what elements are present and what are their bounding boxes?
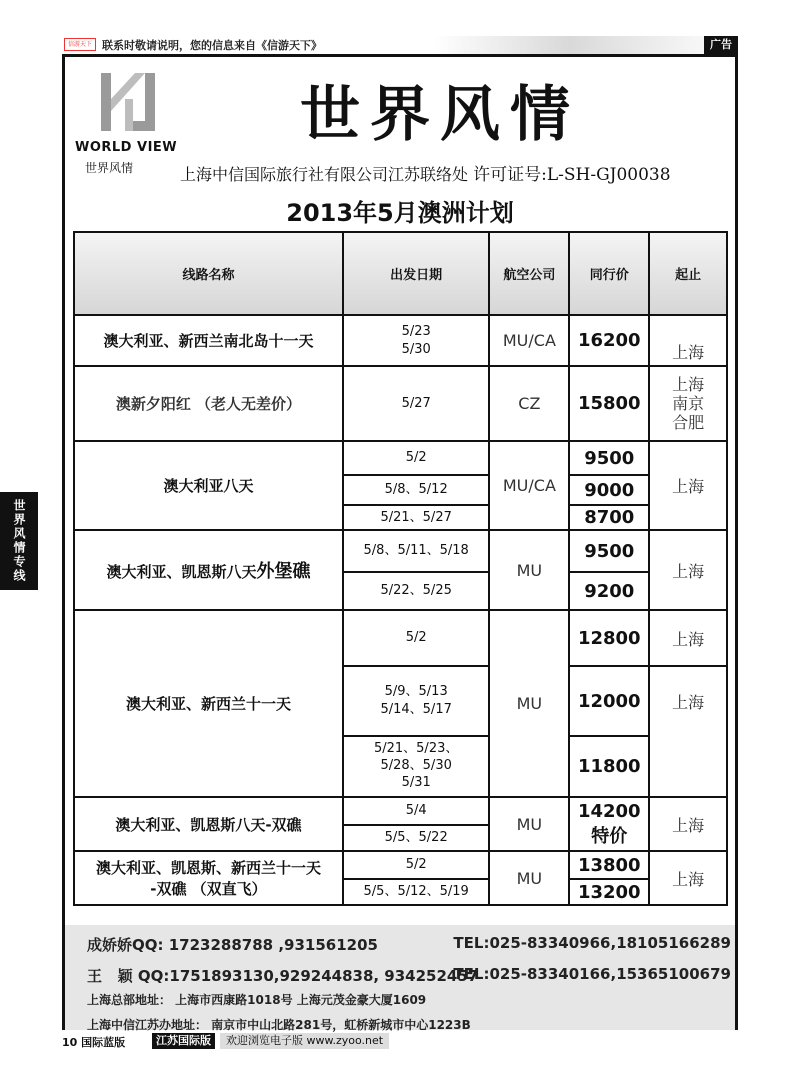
- page-footer: [62, 1033, 738, 1049]
- city: 上海: [649, 797, 727, 851]
- agency-name: 上海中信国际旅行社有限公司江苏联络处: [180, 165, 469, 184]
- route-name: [74, 851, 343, 905]
- airline: MU/CA: [489, 441, 569, 530]
- price: 14200: [577, 800, 641, 822]
- contact-tel: TEL:025-83340166,15365100679: [453, 965, 731, 983]
- airline: MU/CA: [489, 315, 569, 366]
- price: 12800: [569, 610, 649, 666]
- date: 5/2: [343, 851, 490, 879]
- price: 9500: [569, 530, 649, 572]
- date: 5/21、5/23、 5/28、5/30 5/31: [343, 736, 490, 797]
- airline: MU: [489, 851, 569, 905]
- price: 13800: [569, 851, 649, 879]
- route-dates: 5/27: [343, 366, 490, 441]
- route-name-line: -双礁 （双直飞）: [150, 880, 267, 898]
- price: 15800: [569, 366, 649, 441]
- table-row: [74, 530, 727, 572]
- world-view-logo-icon: [95, 69, 165, 135]
- price: 8700: [569, 505, 649, 530]
- city: 上海: [649, 610, 727, 666]
- price: 13200: [569, 879, 649, 905]
- route-name-part: 澳大利亚、凯恩斯八天: [106, 563, 257, 581]
- table-row: [74, 366, 727, 441]
- hq-address-text: 上海总部地址： 上海市西康路1018号 上海元茂金豪大厦1609: [87, 993, 427, 1007]
- header-date: 出发日期: [343, 232, 490, 315]
- route-name: 澳大利亚八天: [74, 441, 343, 530]
- airline: MU: [489, 610, 569, 797]
- table-row: [74, 441, 727, 475]
- table-row: [74, 797, 727, 825]
- price-cell: [569, 797, 649, 851]
- date: 5/9、5/13 5/14、5/17: [343, 666, 490, 736]
- price-note: 特价: [591, 825, 628, 847]
- route-name: [74, 530, 343, 610]
- city: 上海: [649, 666, 727, 797]
- date: 5/2: [343, 610, 490, 666]
- contact-qq: 成娇娇QQ: 1723288788 ,931561205: [87, 936, 378, 954]
- website-link[interactable]: 欢迎浏览电子版 www.zyoo.net: [220, 1033, 389, 1049]
- date: 5/5、5/22: [343, 825, 490, 851]
- city: 上海: [649, 315, 727, 366]
- date: 5/21、5/27: [343, 505, 490, 530]
- contact-note: 联系时敬请说明，您的信息来自《信游天下》: [102, 39, 322, 52]
- route-name: 澳新夕阳红 （老人无差价）: [74, 366, 343, 441]
- date: 5/8、5/12: [343, 475, 490, 505]
- table-row: [74, 315, 727, 366]
- price: 12000: [569, 666, 649, 736]
- price: 9000: [569, 475, 649, 505]
- date: 5/23: [401, 323, 431, 339]
- table-row: [74, 851, 727, 879]
- city: 上海 南京 合肥: [649, 366, 727, 441]
- brand-name-en: WORLD VIEW: [75, 140, 178, 155]
- edition-label: 江苏国际版: [152, 1033, 215, 1049]
- route-name: 澳大利亚、凯恩斯八天-双礁: [74, 797, 343, 851]
- airline: CZ: [489, 366, 569, 441]
- route-table: [73, 231, 728, 906]
- agency-line: [180, 160, 671, 185]
- top-banner: [62, 36, 738, 54]
- route-name: 澳大利亚、新西兰南北岛十一天: [74, 315, 343, 366]
- route-dates: [343, 315, 490, 366]
- office-address-text: 上海中信江苏办地址： 南京市中山北路281号，虹桥新城市中心1223B: [87, 1018, 471, 1032]
- route-name: 澳大利亚、新西兰十一天: [74, 610, 343, 797]
- date: 5/8、5/11、5/18: [343, 530, 490, 572]
- table-row: [74, 610, 727, 666]
- header-airline: 航空公司: [489, 232, 569, 315]
- price: 9200: [569, 572, 649, 610]
- header-city: 起止: [649, 232, 727, 315]
- price: 16200: [569, 315, 649, 366]
- ad-frame: [62, 54, 738, 1030]
- date: 5/22、5/25: [343, 572, 490, 610]
- route-name-highlight: 外堡礁: [256, 561, 311, 582]
- side-tab: 世界风情专线: [0, 492, 38, 590]
- airline: MU: [489, 530, 569, 610]
- date: 5/30: [401, 341, 431, 357]
- airline: MU: [489, 797, 569, 851]
- publisher-logo: 信游天下: [64, 38, 96, 51]
- date: 5/2: [343, 441, 490, 475]
- table-header-row: [74, 232, 727, 315]
- price: 9500: [569, 441, 649, 475]
- plan-title: 2013年5月澳洲计划: [286, 199, 514, 227]
- brand-title: 世界风情: [300, 80, 580, 150]
- city: 上海: [649, 851, 727, 905]
- page-number: 10 国际蓝版: [62, 1036, 126, 1049]
- date: 5/5、5/12、5/19: [343, 879, 490, 905]
- contact-qq: 王 颖 QQ:1751893130,929244838, 934252457: [87, 967, 479, 985]
- price: 11800: [569, 736, 649, 797]
- license-number: 许可证号:L-SH-GJ00038: [473, 165, 671, 185]
- ad-label: 广告: [704, 36, 738, 54]
- city: 上海: [649, 530, 727, 610]
- city: 上海: [649, 441, 727, 530]
- header-route: 线路名称: [74, 232, 343, 315]
- date: 5/4: [343, 797, 490, 825]
- route-name-line: 澳大利亚、凯恩斯、新西兰十一天: [95, 859, 321, 877]
- brand-name-cn-small: 世界风情: [85, 161, 134, 175]
- contact-tel: TEL:025-83340966,18105166289: [453, 934, 731, 952]
- header-price: 同行价: [569, 232, 649, 315]
